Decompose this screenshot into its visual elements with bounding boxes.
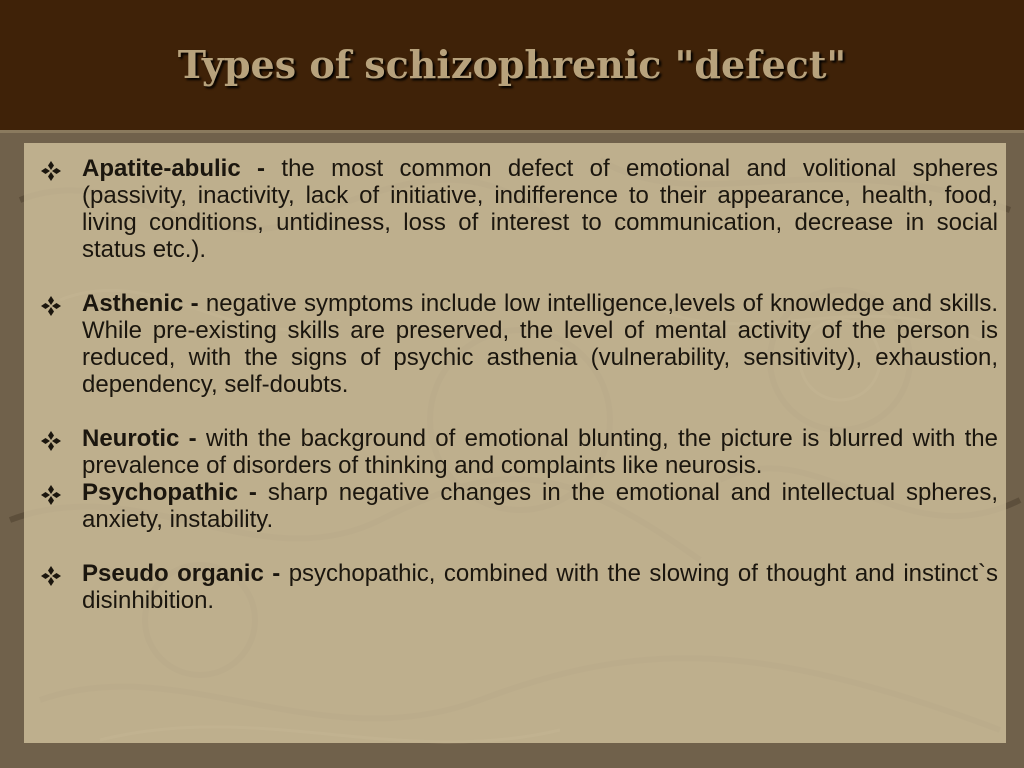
bullet-list [40,155,998,614]
slide-title: Types of schizophrenic "defect" [177,42,847,87]
item-term: Psychopathic - [82,479,257,506]
title-bar [0,0,1024,133]
list-item [40,155,998,263]
four-diamond-bullet-icon [40,484,62,506]
item-text: with the background of emotional blunting, the picture is blurred with the prevalence of disorders of thinking and complaints like neurosis. [82,425,998,479]
item-term: Apatite-abulic - [82,155,266,182]
four-diamond-bullet-icon [40,430,62,452]
item-text: negative symptoms include low intelligence,levels of knowledge and skills. While pre-existing skills are preserved, the level of mental activity of the person is reduced, with the signs of psychic asthenia (vulnerability, sensitivity), exhaustion, dependency, self-doubts. [82,290,998,398]
item-term: Asthenic - [82,290,199,317]
item-term: Pseudo organic - [82,560,281,587]
list-item [40,479,998,533]
four-diamond-bullet-icon [40,565,62,587]
four-diamond-bullet-icon [40,295,62,317]
list-item [40,290,998,398]
item-text: sharp negative changes in the emotional and intellectual spheres, anxiety, instability. [82,479,999,533]
item-term: Neurotic - [82,425,197,452]
list-item [40,560,998,614]
item-text: psychopathic, combined with the slowing of thought and instinct`s disinhibition. [82,560,999,614]
list-item [40,425,998,479]
four-diamond-bullet-icon [40,160,62,182]
item-text: the most common defect of emotional and volitional spheres (passivity, inactivity, lack of initiative, indifference to their appearance, health, food, living conditions, untidiness, loss of interest to communication, decrease in social status etc.). [82,155,998,263]
